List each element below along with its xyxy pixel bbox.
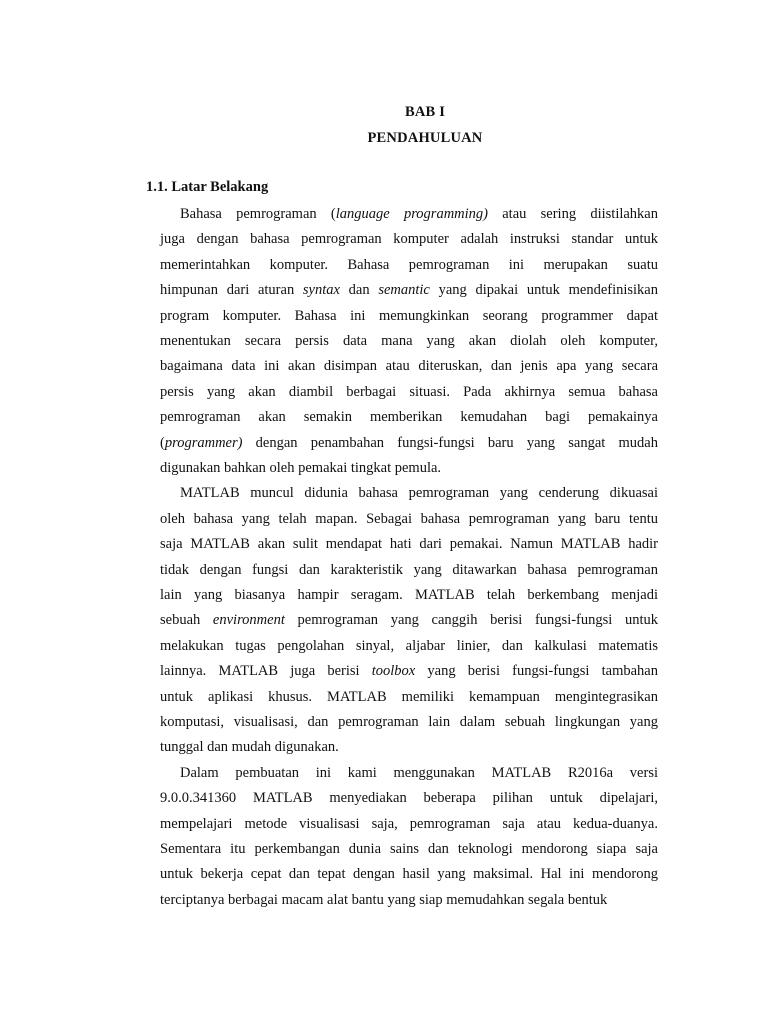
chapter-number: BAB I [404, 104, 446, 120]
text-line [160, 585, 658, 605]
text-line [180, 483, 658, 503]
text-run: ( [160, 434, 165, 451]
text-line [160, 382, 658, 402]
text-run: mempelajari metode visualisasi saja, pemrograman saja atau kedua-duanya. [160, 815, 658, 832]
text-run: saja MATLAB akan sulit mendapat hati dari pemakai. Namun MATLAB hadir [160, 536, 658, 553]
text-line [160, 356, 658, 376]
italic-term: environment [212, 612, 285, 629]
text-line [160, 890, 658, 910]
text-line [160, 661, 658, 681]
text-line [160, 280, 658, 300]
text-run: oleh bahasa yang telah mapan. Sebagai bahasa pemrograman yang baru tentu [160, 510, 658, 527]
text-run: Dalam pembuatan ini kami menggunakan MATLAB R2016a versi [180, 764, 658, 781]
text-run: lainnya. MATLAB juga berisi [160, 663, 372, 680]
text-line [160, 737, 658, 757]
text-line [160, 306, 658, 326]
text-run: dengan penambahan fungsi-fungsi baru yang sangat mudah [242, 434, 658, 451]
text-run: juga dengan bahasa pemrograman komputer adalah instruksi standar untuk [160, 231, 658, 248]
text-line [160, 788, 658, 808]
text-run: pemrograman akan semakin memberikan kemudahan bagi pemakainya [160, 409, 658, 426]
text-run: terciptanya berbagai macam alat bantu yang siap memudahkan segala bentuk [160, 891, 608, 908]
text-run: sebuah [160, 612, 213, 629]
text-line [180, 204, 658, 224]
text-line [160, 509, 658, 529]
text-run: persis yang akan diambil berbagai situasi. Pada akhirnya semua bahasa [160, 383, 658, 400]
text-run: Sementara itu perkembangan dunia sains dan teknologi mendorong siapa saja [160, 841, 658, 857]
text-line [180, 763, 658, 783]
section-heading: 1.1. Latar Belakang [146, 179, 269, 195]
text-line [160, 331, 658, 351]
italic-term: language programming) [335, 206, 488, 222]
text-run: yang berisi fungsi-fungsi tambahan [415, 663, 658, 680]
italic-term: toolbox [371, 663, 416, 680]
text-run: himpunan dari aturan [160, 282, 303, 299]
text-run: pemrograman yang canggih berisi fungsi-fungsi untuk [284, 612, 658, 629]
italic-term: syntax [302, 282, 340, 299]
text-run: 9.0.0.341360 MATLAB menyediakan beberapa pilihan untuk dipelajari, [160, 790, 658, 807]
text-line [160, 864, 658, 884]
text-line [160, 255, 658, 275]
text-run: Bahasa pemrograman ( [180, 206, 336, 222]
text-line [160, 534, 658, 554]
text-run: digunakan bahkan oleh pemakai tingkat pemula. [160, 460, 442, 476]
text-run: atau sering diistilahkan [488, 206, 658, 222]
text-line [160, 610, 658, 630]
text-run: menentukan secara persis data mana yang akan diolah oleh komputer, [160, 333, 658, 349]
text-line [160, 560, 658, 580]
text-line [160, 407, 658, 427]
text-line [160, 712, 658, 732]
text-run: dan [339, 282, 379, 299]
text-line [160, 433, 658, 453]
text-run: untuk aplikasi khusus. MATLAB memiliki kemampuan mengintegrasikan [160, 688, 658, 705]
text-run: lain yang biasanya hampir seragam. MATLAB telah berkembang menjadi [160, 587, 658, 603]
text-run: melakukan tugas pengolahan sinyal, aljabar linier, dan kalkulasi matematis [160, 637, 658, 654]
text-run: tunggal dan mudah digunakan. [160, 739, 339, 756]
text-run: tidak dengan fungsi dan karakteristik yang ditawarkan bahasa pemrograman [160, 561, 658, 578]
text-line [160, 687, 658, 707]
text-run: program komputer. Bahasa ini memungkinkan seorang programmer dapat [160, 307, 658, 324]
text-run: memerintahkan komputer. Bahasa pemrograman ini merupakan suatu [160, 256, 658, 273]
text-run: komputasi, visualisasi, dan pemrograman lain dalam sebuah lingkungan yang [160, 714, 658, 730]
text-run: bagaimana data ini akan disimpan atau diteruskan, dan jenis apa yang secara [160, 358, 658, 375]
text-line [160, 814, 658, 834]
text-line [160, 458, 658, 478]
italic-term: semantic [378, 282, 430, 299]
text-line [160, 839, 658, 859]
chapter-title: PENDAHULUAN [367, 130, 483, 146]
text-run: MATLAB muncul didunia bahasa pemrograman yang cenderung dikuasai [180, 485, 658, 502]
italic-term: programmer) [164, 434, 243, 451]
text-run: yang dipakai untuk mendefinisikan [429, 282, 658, 299]
text-line [160, 636, 658, 656]
text-line [160, 229, 658, 249]
text-run: untuk bekerja cepat dan tepat dengan hasil yang maksimal. Hal ini mendorong [160, 866, 658, 883]
